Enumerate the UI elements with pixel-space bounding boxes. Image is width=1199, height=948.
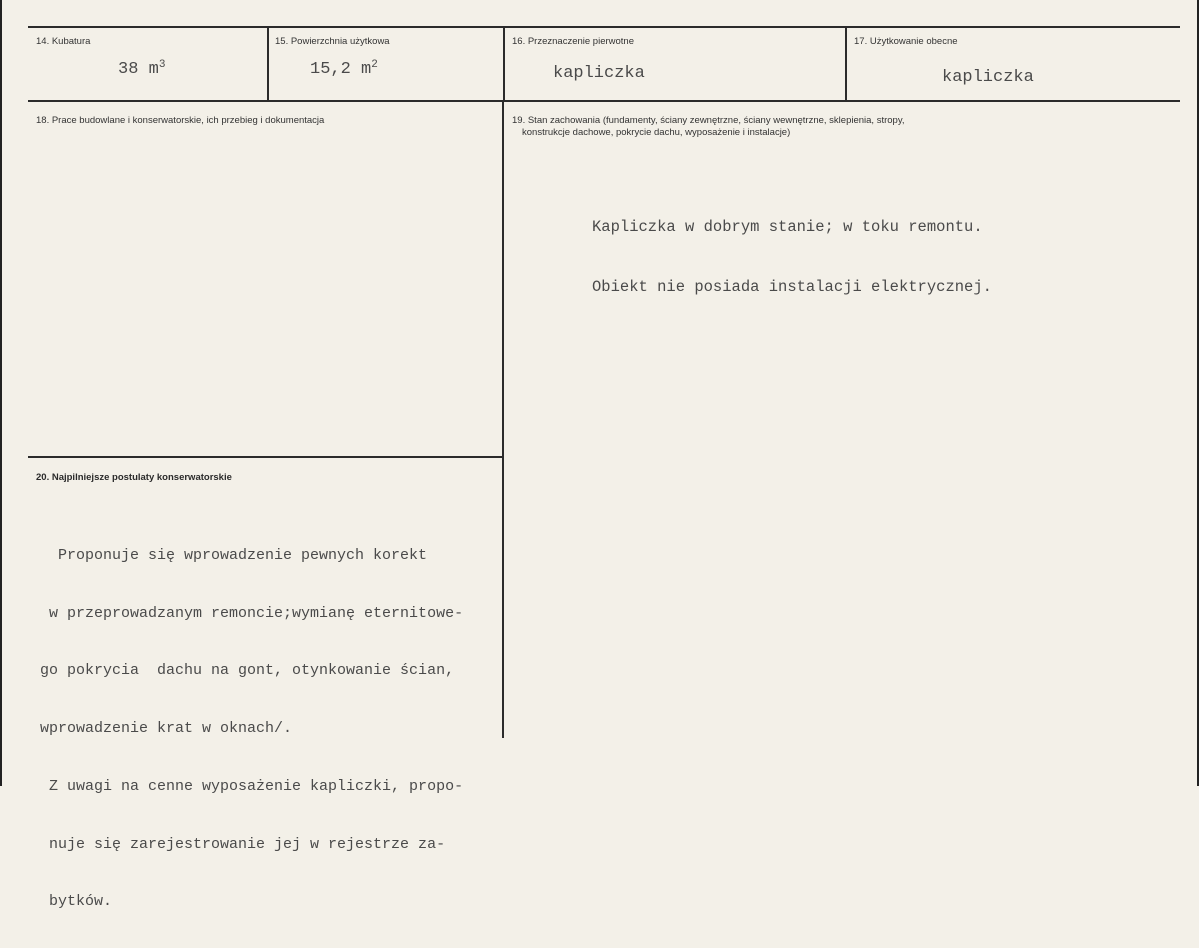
divider-16-17 bbox=[845, 26, 847, 100]
field-20-text-line-7: bytków. bbox=[40, 893, 113, 911]
field-19-label bbox=[512, 115, 905, 139]
field-20-text-line-5: Z uwagi na cenne wyposażenie kapliczki, propo- bbox=[40, 777, 464, 795]
field-20-label: 20. Najpilniejsze postulaty konserwatorskie bbox=[36, 472, 232, 483]
divider-14-15 bbox=[267, 26, 269, 100]
field-17-value: kapliczka bbox=[942, 68, 1034, 87]
field-14-value-text: 38 m bbox=[118, 60, 159, 79]
field-15-label: 15. Powierzchnia użytkowa bbox=[275, 36, 390, 47]
field-17-label: 17. Użytkowanie obecne bbox=[854, 36, 958, 47]
divider-left-right bbox=[502, 100, 504, 738]
field-14-value bbox=[118, 60, 165, 79]
field-20-text-line-4: wprowadzenie krat w oknach/. bbox=[40, 720, 293, 738]
field-14-label: 14. Kubatura bbox=[36, 36, 91, 47]
field-19-text-line-2: Obiekt nie posiada instalacji elektrycznej. bbox=[592, 277, 992, 296]
field-18-label: 18. Prace budowlane i konserwatorskie, ich przebieg i dokumentacja bbox=[36, 115, 325, 126]
field-20-text-line-2: w przeprowadzanym remoncie;wymianę eternitowe- bbox=[40, 604, 464, 622]
field-19-text-line-1: Kapliczka w dobrym stanie; w toku remontu. bbox=[592, 218, 983, 236]
field-20-text bbox=[40, 510, 463, 948]
row1-bottom-border bbox=[28, 100, 1180, 102]
field-20-top-border bbox=[28, 456, 503, 458]
field-15-unit-exponent: 2 bbox=[371, 59, 378, 71]
field-20-text-line-3: go pokrycia dachu na gont, otynkowanie ścian, bbox=[40, 662, 455, 680]
field-20-text-line-1: Proponuje się wprowadzenie pewnych korekt bbox=[40, 547, 428, 564]
field-16-value: kapliczka bbox=[553, 64, 645, 83]
top-border bbox=[28, 26, 1180, 28]
field-14-unit-exponent: 3 bbox=[158, 59, 166, 71]
field-19-text bbox=[592, 180, 992, 335]
field-20-text-line-6: nuje się zarejestrowanie jej w rejestrze za- bbox=[40, 835, 446, 853]
field-15-value-text: 15,2 m bbox=[310, 60, 372, 79]
field-16-label: 16. Przeznaczenie pierwotne bbox=[512, 36, 634, 47]
divider-15-16 bbox=[503, 26, 505, 100]
field-19-label-line-1: 19. Stan zachowania (fundamenty, ściany zewnętrzne, ściany wewnętrzne, sklepienia, stropy, bbox=[512, 115, 905, 126]
field-15-value bbox=[310, 60, 378, 79]
field-19-label-line-2: konstrukcje dachowe, pokrycie dachu, wyposażenie i instalacje) bbox=[522, 127, 791, 138]
